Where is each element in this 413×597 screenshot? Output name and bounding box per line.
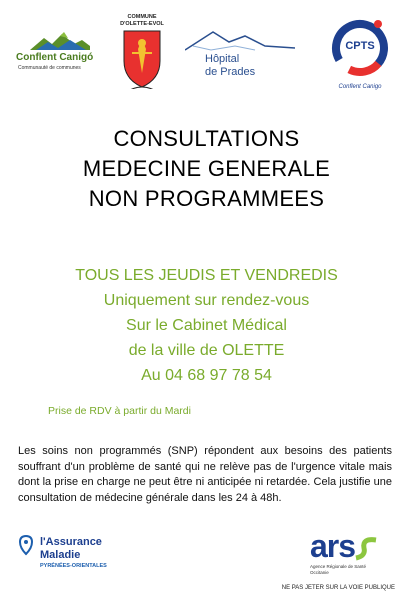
ars-sub1: Agence Régionale de Santé (310, 564, 367, 569)
conflent-canigo-subtitle: Communauté de communes (18, 65, 81, 71)
schedule-days: TOUS LES JEUDIS ET VENDREDIS (75, 267, 338, 284)
mountain-icon (30, 32, 90, 52)
assurance-maladie-icon (16, 534, 36, 556)
commune-olette-evol-logo (117, 14, 167, 94)
schedule-town: de la ville de OLETTE (128, 342, 285, 359)
conflent-canigo-name: Conflent Canigó (16, 52, 94, 63)
ars-logo (306, 528, 396, 576)
commune-name: D'OLETTE-EVOL (120, 21, 164, 27)
rdv-note: Prise de RDV à partir du Mardi (48, 405, 191, 417)
crest-icon (122, 29, 162, 89)
assurance-line1: l'Assurance (40, 536, 102, 548)
page-title (0, 124, 413, 214)
cpts-logo (320, 16, 400, 94)
cpts-label: CPTS (345, 40, 375, 52)
assurance-maladie-logo (14, 530, 114, 578)
snp-description: Les soins non programmés (SNP) répondent aux besoins des patients souffrant d'un problème de santé qui ne relève pas de l'urgence vitale mais dont la prise en charge ne peut être ni anticipée ni retardée. Cela justifie une consultation de médecine générale dans les 24 à 48h. (18, 445, 392, 504)
schedule-location: Sur le Cabinet Médical (126, 317, 287, 334)
assurance-line2: Maladie (40, 549, 81, 561)
ars-label: ars (310, 528, 356, 564)
ars-sub2: Occitanie (310, 570, 329, 575)
assurance-region: PYRÉNÉES-ORIENTALES (40, 563, 107, 569)
schedule-block (0, 263, 413, 388)
commune-label: COMMUNE (127, 14, 157, 20)
hopital-line2: de Prades (205, 66, 256, 78)
hopital-prades-logo (185, 28, 295, 88)
cpts-subtitle: Conflent Canigo (338, 84, 382, 90)
conflent-canigo-logo (16, 32, 108, 72)
schedule-phone: Au 04 68 97 78 54 (141, 367, 272, 384)
footer-note: NE PAS JETER SUR LA VOIE PUBLIQUE (281, 585, 395, 591)
title-line-1: CONSULTATIONS (113, 126, 300, 151)
ars-swoosh-icon (352, 534, 382, 564)
schedule-appointment-only: Uniquement sur rendez-vous (103, 292, 310, 309)
title-line-3: NON PROGRAMMEES (88, 186, 325, 211)
title-line-2: MEDECINE GENERALE (82, 156, 331, 181)
hopital-line1: Hôpital (205, 53, 240, 65)
hopital-mountain-icon (185, 28, 295, 52)
